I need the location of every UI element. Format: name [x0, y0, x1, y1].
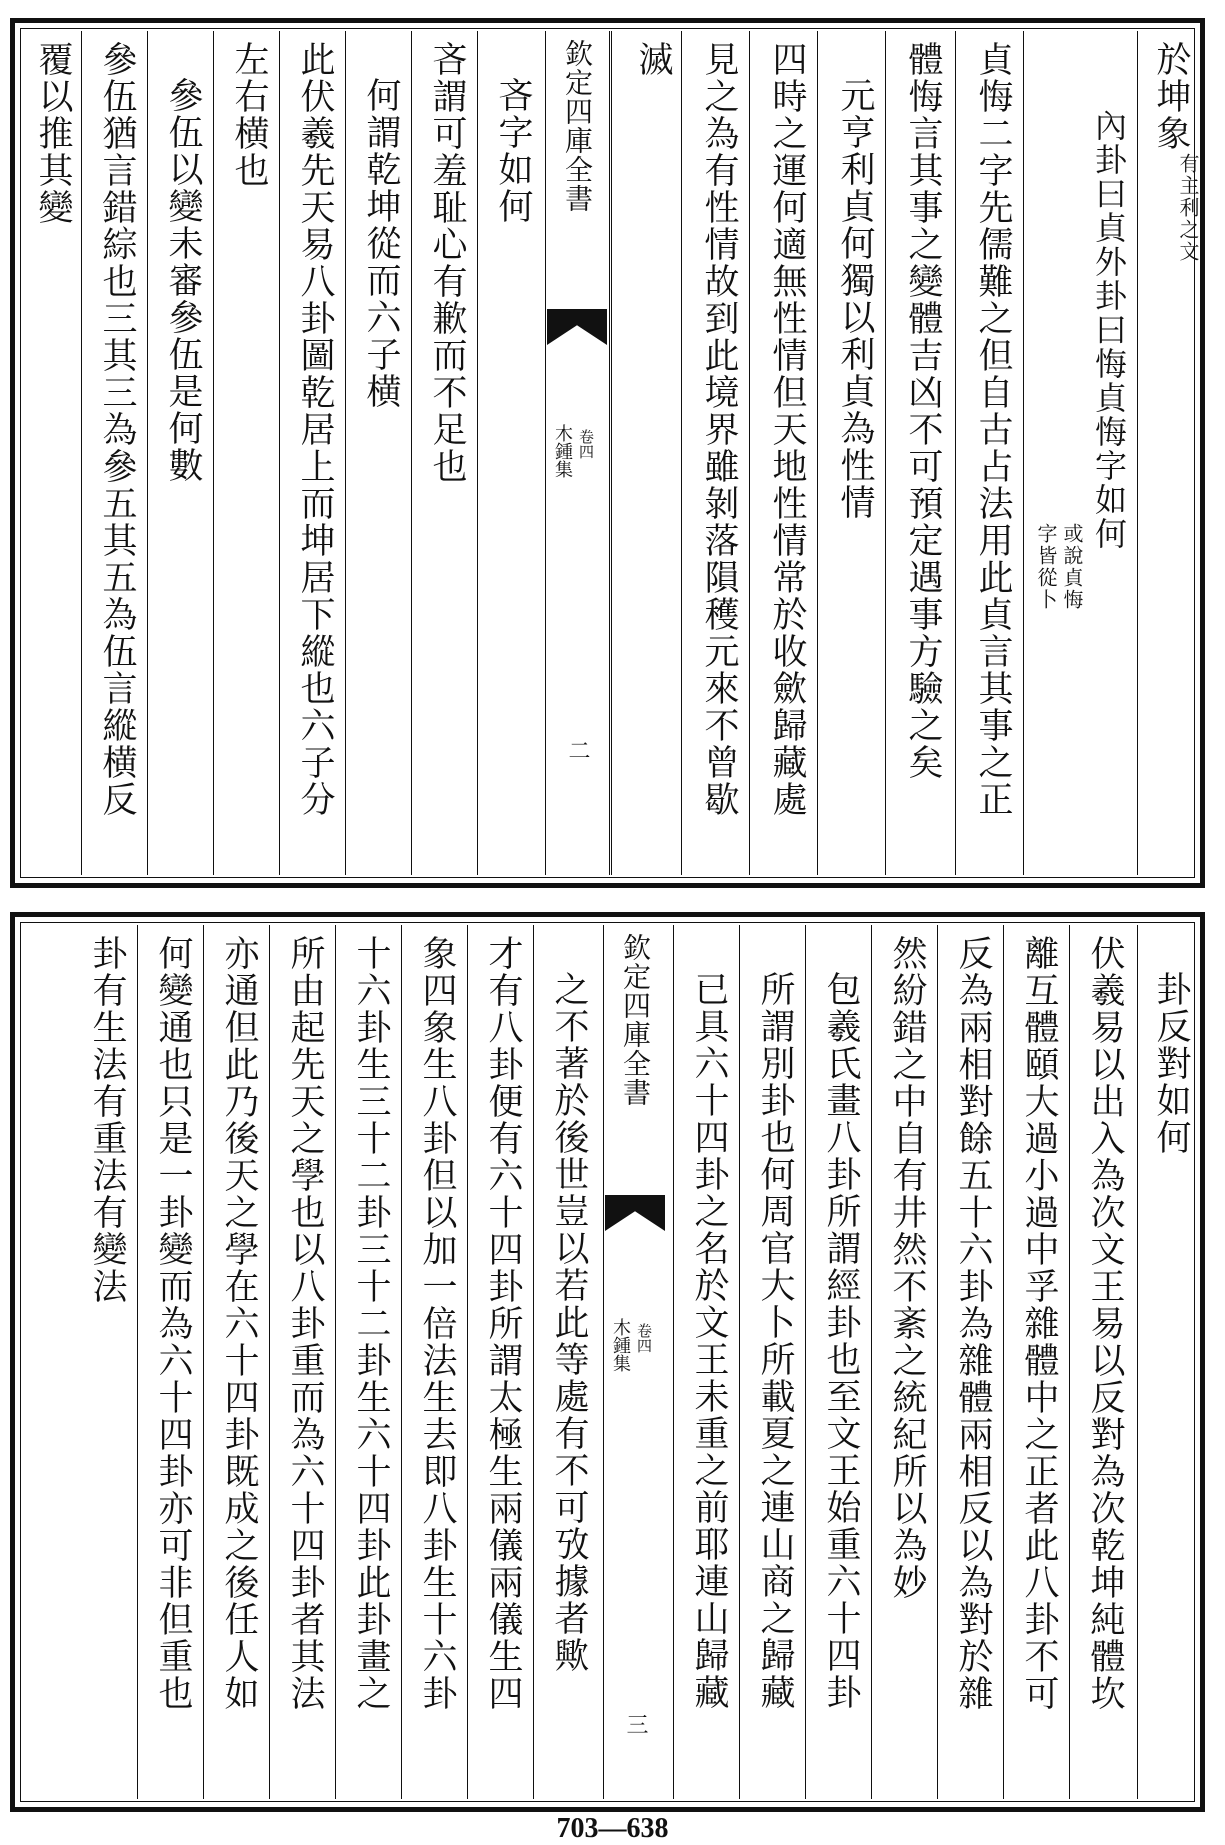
column-rule [955, 31, 956, 875]
column-rule [137, 925, 138, 1799]
text-column: 於坤象 [1151, 41, 1191, 152]
column-rule [203, 925, 204, 1799]
column-rule [681, 31, 682, 875]
book-title: 木鍾集 [610, 1318, 631, 1372]
text-column: 卦有生法有重法有變法 [87, 935, 127, 1305]
fishtail-mark [605, 1195, 665, 1231]
text-column: 反為兩相對餘五十六卦為雜體兩相反以為對於雜 [953, 935, 993, 1712]
text-column: 元亨利貞何獨以利貞為性情 [835, 77, 875, 521]
column-rule [335, 925, 336, 1799]
text-column: 左右横也 [229, 41, 269, 189]
annotation-note: 有主利之文 [1176, 153, 1200, 263]
column-rule [1003, 925, 1004, 1799]
column-rule [411, 31, 412, 875]
text-column: 然紛錯之中自有井然不紊之統紀所以為妙 [887, 935, 927, 1601]
text-column: 見之為有性情故到此境界雖剝落隕穫元來不曾歇 [699, 41, 739, 818]
column-rule [467, 925, 468, 1799]
text-column: 何謂乾坤從而六子横 [361, 77, 401, 410]
column-rule [603, 925, 604, 1799]
column-rule [749, 31, 750, 875]
center-fold [605, 923, 665, 1801]
column-rule [81, 31, 82, 875]
text-column: 四時之運何適無性情但天地性情常於收歛歸藏處 [767, 41, 807, 818]
center-title: 欽定四庫全書 [561, 39, 594, 213]
column-rule [937, 925, 938, 1799]
column-rule [1137, 31, 1138, 875]
volume-label: 卷四 [577, 429, 595, 459]
text-column: 吝字如何 [493, 77, 533, 225]
text-column: 何變通也只是一卦變而為六十四卦亦可非但重也 [153, 935, 193, 1712]
text-column: 已具六十四卦之名於文王未重之前耶連山歸藏 [689, 971, 729, 1711]
annotation-note: 字皆從卜 [1034, 523, 1058, 611]
center-fold [547, 29, 607, 877]
column-rule [545, 31, 546, 875]
text-column: 包羲氏畫八卦所謂經卦也至文王始重六十四卦 [821, 971, 861, 1711]
center-title: 欽定四庫全書 [619, 933, 652, 1107]
text-column: 所由起先天之學也以八卦重而為六十四卦者其法 [285, 935, 325, 1712]
text-column: 象四象生八卦但以加一倍法生去即八卦生十六卦 [417, 935, 457, 1712]
column-rule [279, 31, 280, 875]
text-column: 貞悔二字先儒難之但自古占法用此貞言其事之正 [973, 41, 1013, 818]
column-rule [885, 31, 886, 875]
text-column: 才有八卦便有六十四卦所謂太極生兩儀兩儀生四 [483, 935, 523, 1712]
page-number: 703—638 [556, 1813, 669, 1844]
text-column: 十六卦生三十二卦三十二卦生六十四卦此卦畫之 [351, 935, 391, 1712]
text-column: 所謂別卦也何周官大卜所載夏之連山商之歸藏 [755, 971, 795, 1711]
text-column: 覆以推其變 [33, 41, 73, 226]
column-rule [1137, 925, 1138, 1799]
fishtail-mark [547, 309, 607, 345]
text-column: 之不著於後世豈以若此等處有不可攷據者歟 [549, 971, 589, 1674]
column-rule [345, 31, 346, 875]
column-rule [871, 925, 872, 1799]
leaf-number: 二 [565, 739, 590, 761]
text-column: 滅 [633, 41, 673, 78]
column-rule [477, 31, 478, 875]
top-page [10, 18, 1205, 888]
text-column: 參伍以變未審參伍是何數 [163, 77, 203, 484]
column-rule [805, 925, 806, 1799]
column-rule [147, 31, 148, 875]
annotation-note: 或說貞悔 [1060, 523, 1084, 611]
book-title: 木鍾集 [552, 424, 573, 478]
text-column: 內卦曰貞外卦曰悔貞悔字如何 [1090, 109, 1128, 551]
column-rule [673, 925, 674, 1799]
text-column: 吝謂可羞耻心有歉而不足也 [427, 41, 467, 485]
bottom-page [10, 912, 1205, 1812]
text-column: 卦反對如何 [1151, 971, 1191, 1156]
text-column: 離互體頤大過小過中孚雜體中之正者此八卦不可 [1019, 935, 1059, 1712]
column-rule [533, 925, 534, 1799]
column-rule [739, 925, 740, 1799]
text-column: 參伍猶言錯綜也三其三為參五其五為伍言縱横反 [97, 41, 137, 818]
column-rule [1069, 925, 1070, 1799]
text-column: 伏羲易以出入為次文王易以反對為次乾坤純體坎 [1085, 935, 1125, 1712]
column-rule [611, 31, 612, 875]
volume-label: 卷四 [635, 1323, 653, 1353]
text-column: 此伏羲先天易八卦圖乾居上而坤居下縱也六子分 [295, 41, 335, 818]
text-column: 亦通但此乃後天之學在六十四卦既成之後任人如 [219, 935, 259, 1712]
column-rule [269, 925, 270, 1799]
column-rule [609, 31, 610, 875]
text-column: 體悔言其事之變體吉凶不可預定遇事方驗之矣 [903, 41, 943, 781]
leaf-number: 三 [623, 1713, 648, 1735]
column-rule [1023, 31, 1024, 875]
column-rule [401, 925, 402, 1799]
column-rule [213, 31, 214, 875]
column-rule [817, 31, 818, 875]
